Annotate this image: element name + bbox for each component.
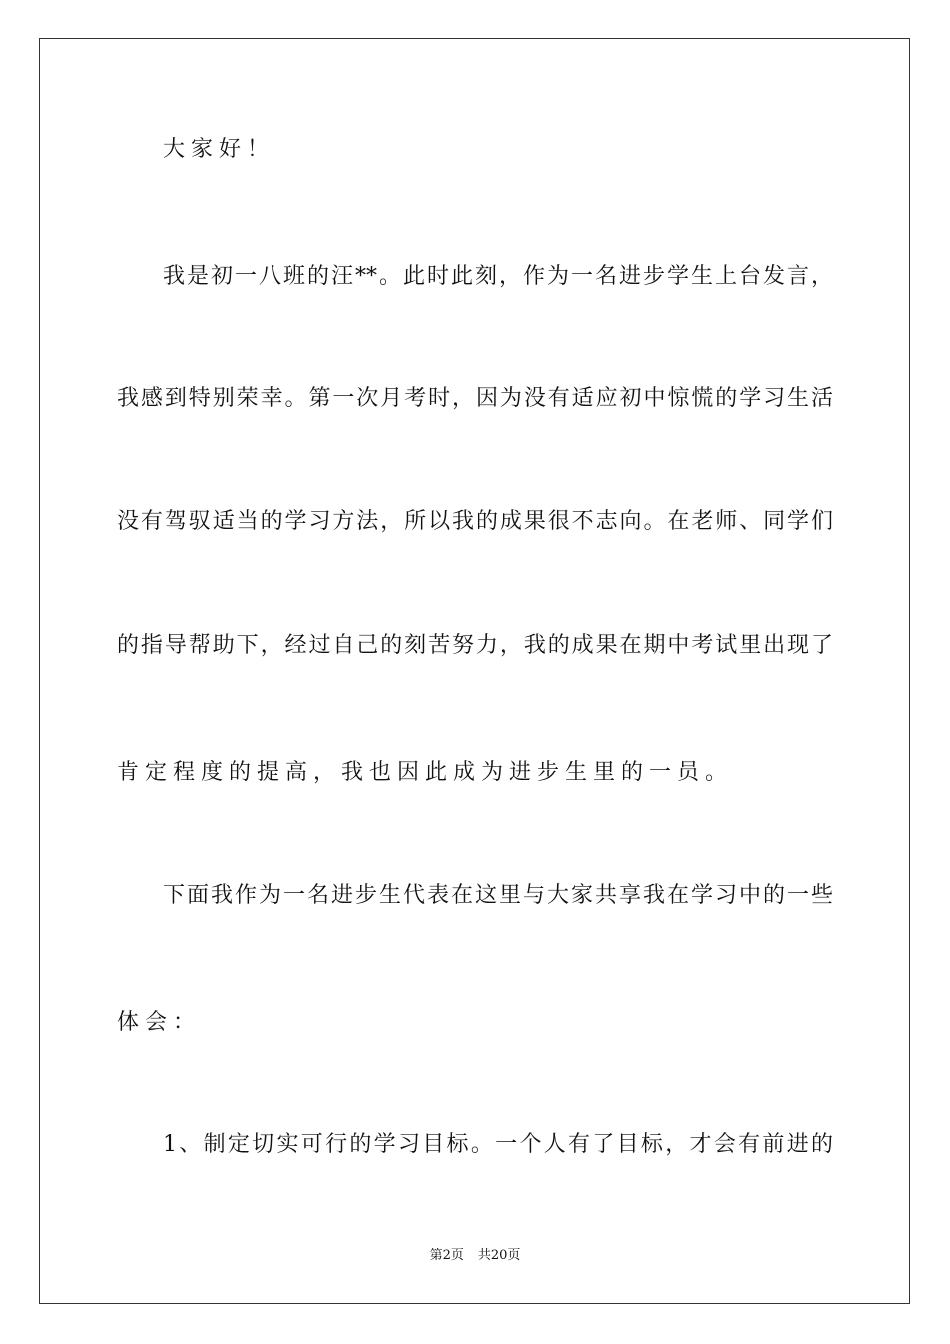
page-total: 共20页	[477, 1248, 521, 1263]
greeting-line: 大家好！	[163, 137, 276, 162]
paragraph-line: 体会：	[117, 1010, 202, 1035]
paragraph-line: 的指导帮助下，经过自己的刻苦努力，我的成果在期中考试里出现了	[117, 633, 833, 658]
paragraph-line: 没有驾驭适当的学习方法，所以我的成果很不志向。在老师、同学们	[117, 509, 833, 534]
paragraph-line: 我感到特别荣幸。第一次月考时，因为没有适应初中惊慌的学习生活	[117, 386, 833, 411]
page-frame	[39, 38, 910, 1304]
paragraph-line: 1、制定切实可行的学习目标。一个人有了目标，才会有前进的	[163, 1132, 833, 1157]
paragraph-line: 下面我作为一名进步生代表在这里与大家共享我在学习中的一些	[163, 883, 833, 908]
paragraph-line: 我是初一八班的汪**。此时此刻，作为一名进步学生上台发言，	[163, 264, 833, 289]
paragraph-line: 肯定程度的提高，我也因此成为进步生里的一员。	[117, 760, 734, 785]
page-footer	[0, 1246, 950, 1266]
page-number: 第2页	[429, 1248, 464, 1263]
